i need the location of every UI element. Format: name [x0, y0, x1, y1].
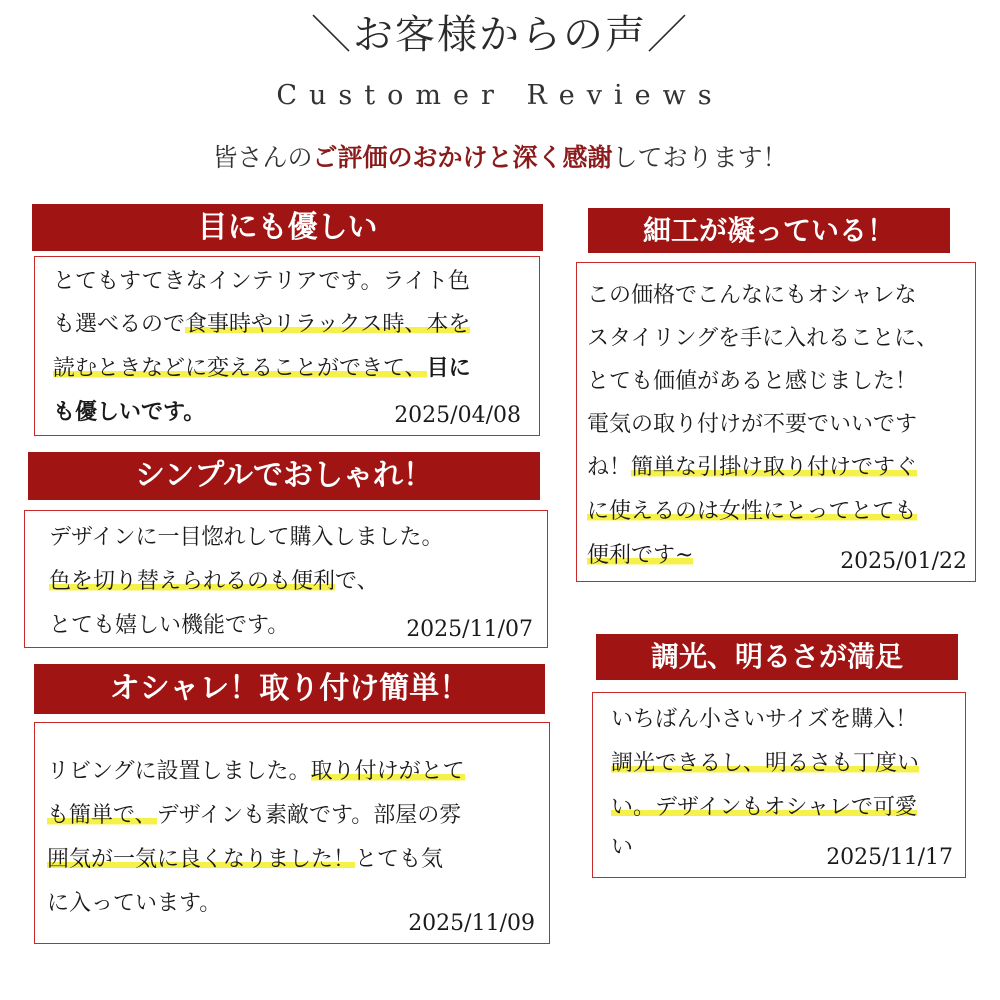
review-text: いちばん小さいサイズを購入！ [611, 707, 918, 732]
review-line [53, 267, 539, 297]
review-card [34, 256, 540, 436]
review-text: とても嬉しい機能です。 [49, 613, 290, 638]
review-highlight: 簡単な引掛け取り付けですぐ [631, 455, 918, 480]
review-date: 2025/11/17 [826, 845, 953, 870]
review-text: い [611, 835, 634, 860]
review-line [587, 497, 975, 527]
review-date: 2025/11/09 [408, 911, 535, 936]
review-line [49, 523, 547, 553]
review-title: 調光、明るさが満足 [596, 634, 958, 680]
page-title: ＼お客様からの声／ [311, 12, 689, 58]
review-line [611, 749, 965, 779]
review-text: とても価値があると感じました！ [587, 369, 918, 394]
review-line [47, 801, 549, 831]
review-text: 電気の取り付けが不要でいいです [587, 412, 918, 437]
review-date: 2025/01/22 [840, 549, 967, 574]
review-card [24, 510, 548, 648]
review-highlight: に使えるのは女性にとってとても [587, 499, 917, 524]
review-line [587, 410, 975, 440]
review-card [576, 262, 976, 582]
review-highlight: 囲気が一気に良くなりました！ [47, 847, 356, 872]
review-text: も優しいです。 [53, 399, 206, 425]
review-text: スタイリングを手に入れることに、 [587, 326, 939, 351]
page-subtitle: Customer Reviews [276, 80, 724, 111]
review-title: オシャレ！取り付け簡単！ [34, 664, 545, 714]
review-date: 2025/04/08 [394, 403, 521, 428]
review-highlight: い。デザインもオシャレで可愛 [611, 795, 918, 820]
review-text: デザインに一目惚れして購入しました。 [49, 525, 444, 550]
page-tagline [0, 138, 1000, 178]
review-line [587, 367, 975, 397]
review-highlight: 読むときなどに変えることができて、 [53, 356, 427, 381]
review-text: とてもすてきなインテリアです。ライト色 [53, 269, 470, 294]
review-line [587, 453, 975, 483]
review-title: 目にも優しい [32, 204, 543, 251]
review-text: も選べるので [53, 312, 186, 337]
review-text: この価格でこんなにもオシャレな [587, 283, 917, 308]
review-line [587, 281, 975, 311]
review-card [592, 692, 966, 878]
review-text: リビングに設置しました。 [47, 759, 311, 784]
review-text: で、 [335, 569, 379, 594]
review-title: 細工が凝っている！ [588, 208, 950, 253]
review-title: シンプルでおしゃれ！ [28, 452, 540, 500]
review-highlight: も簡単で、 [47, 803, 157, 828]
review-line [53, 353, 539, 384]
review-text: ね！ [587, 455, 632, 480]
review-highlight: 色を切り替えられるのも便利 [49, 569, 336, 594]
review-highlight: 調光できるし、明るさも丁度い [611, 751, 920, 776]
review-line [611, 705, 965, 735]
review-line [49, 567, 547, 597]
tagline-accent: ご評価のおかけと深く感謝 [312, 143, 613, 172]
review-line [587, 324, 975, 354]
review-text: とても気 [355, 847, 444, 872]
review-highlight: 便利です~ [587, 543, 694, 568]
review-highlight: 取り付けがとて [310, 759, 465, 784]
review-text: 目に [426, 355, 471, 381]
tagline-pre: 皆さんの [212, 143, 313, 172]
review-date: 2025/11/07 [406, 617, 533, 642]
review-line [47, 757, 549, 787]
tagline-post: しております！ [612, 143, 788, 172]
review-line [611, 793, 965, 823]
review-line [53, 310, 539, 340]
review-line [47, 845, 549, 875]
review-text: デザインも素敵です。部屋の雰 [156, 803, 462, 828]
review-text: に入っています。 [47, 891, 222, 916]
review-card [34, 722, 550, 944]
review-highlight: 食事時やリラックス時、本を [185, 312, 471, 337]
